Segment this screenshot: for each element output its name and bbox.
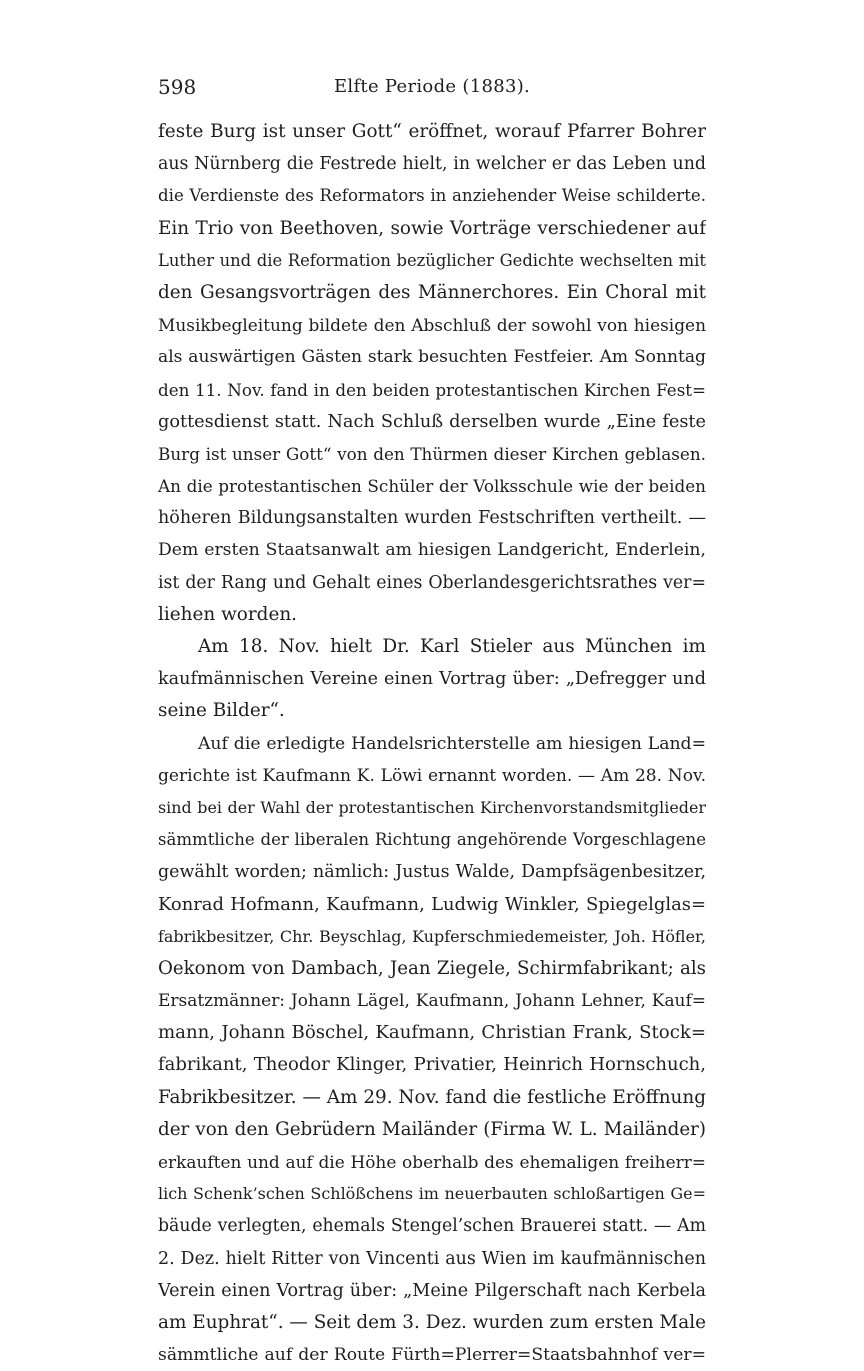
text-line: erkauften und auf die Höhe oberhalb des ehemaligen freiherr= xyxy=(158,1152,706,1172)
text-line: gewählt worden; nämlich: Justus Walde, Dampfsägenbesitzer, xyxy=(158,862,706,883)
text-line: höheren Bildungsanstalten wurden Festschriften vertheilt. — xyxy=(158,508,706,529)
text-line: seine Bilder“. xyxy=(158,700,285,722)
body-text xyxy=(158,116,706,1371)
text-line: Ersatzmänner: Johann Lägel, Kaufmann, Johann Lehner, Kauf= xyxy=(158,991,706,1012)
text-line: gerichte ist Kaufmann K. Löwi ernannt worden. — Am 28. Nov. xyxy=(158,765,706,786)
text-line: als auswärtigen Gästen stark besuchten Festfeier. Am Sonntag xyxy=(158,347,706,368)
text-line: kaufmännischen Vereine einen Vortrag über: „Defregger und xyxy=(158,669,706,690)
text-line: Am 18. Nov. hielt Dr. Karl Stieler aus München im xyxy=(198,636,706,657)
text-line: feste Burg ist unser Gott“ eröffnet, worauf Pfarrer Bohrer xyxy=(158,121,706,142)
text-line: sämmtliche auf der Route Fürth=Plerrer=Staatsbahnhof ver= xyxy=(158,1345,706,1366)
text-line: Fabrikbesitzer. — Am 29. Nov. fand die festliche Eröffnung xyxy=(158,1086,706,1108)
text-line: den 11. Nov. fand in den beiden protestantischen Kirchen Fest= xyxy=(158,379,706,400)
text-line: ist der Rang und Gehalt eines Oberlandesgerichtsrathes ver= xyxy=(158,572,706,593)
text-line: Burg ist unser Gott“ von den Thürmen dieser Kirchen geblasen. xyxy=(158,443,706,464)
text-line: Ein Trio von Beethoven, sowie Vorträge verschiedener auf xyxy=(158,217,706,239)
text-line: Luther und die Reformation bezüglicher Gedichte wechselten mit xyxy=(158,250,706,270)
text-line: Dem ersten Staatsanwalt am hiesigen Landgericht, Enderlein, xyxy=(158,540,706,561)
page-number: 598 xyxy=(158,75,197,99)
text-line: aus Nürnberg die Festrede hielt, in welcher er das Leben und xyxy=(158,154,706,175)
text-line: der von den Gebrüdern Mailänder (Firma W. L. Mailänder) xyxy=(158,1118,706,1140)
text-line: Oekonom von Dambach, Jean Ziegele, Schirmfabrikant; als xyxy=(158,957,706,979)
text-line: fabrikbesitzer, Chr. Beyschlag, Kupferschmiedemeister, Joh. Höfler, xyxy=(158,926,706,946)
text-line: gottesdienst statt. Nach Schluß derselben wurde „Eine feste xyxy=(158,411,706,432)
page-header xyxy=(158,72,706,102)
text-line: Auf die erledigte Handelsrichterstelle am hiesigen Land= xyxy=(198,733,706,754)
text-line: die Verdienste des Reformators in anziehender Weise schilderte. xyxy=(158,186,706,206)
text-line: 2. Dez. hielt Ritter von Vincenti aus Wien im kaufmännischen xyxy=(158,1248,706,1269)
text-line: lich Schenk’schen Schlößchens im neuerbauten schloßartigen Ge= xyxy=(158,1184,706,1204)
text-line: bäude verlegten, ehemals Stengel’schen Brauerei statt. — Am xyxy=(158,1216,706,1237)
text-line: An die protestantischen Schüler der Volksschule wie der beiden xyxy=(158,476,706,497)
text-line: Konrad Hofmann, Kaufmann, Ludwig Winkler, Spiegelglas= xyxy=(158,893,706,915)
text-line: liehen worden. xyxy=(158,603,298,625)
text-line: fabrikant, Theodor Klinger, Privatier, Heinrich Hornschuch, xyxy=(158,1054,706,1076)
text-line: Musikbegleitung bildete den Abschluß der sowohl von hiesigen xyxy=(158,315,706,336)
text-line: mann, Johann Böschel, Kaufmann, Christian Frank, Stock= xyxy=(158,1022,706,1044)
text-line: sind bei der Wahl der protestantischen Kirchenvorstandsmitglieder xyxy=(158,797,706,817)
text-line: Verein einen Vortrag über: „Meine Pilgerschaft nach Kerbela xyxy=(158,1280,706,1301)
running-title: Elfte Periode (1883). xyxy=(333,76,531,97)
text-line: am Euphrat“. — Seit dem 3. Dez. wurden zum ersten Male xyxy=(158,1311,706,1333)
text-line: den Gesangsvorträgen des Männerchores. Ein Choral mit xyxy=(158,281,706,303)
text-line: sämmtliche der liberalen Richtung angehörende Vorgeschlagene xyxy=(158,830,706,850)
